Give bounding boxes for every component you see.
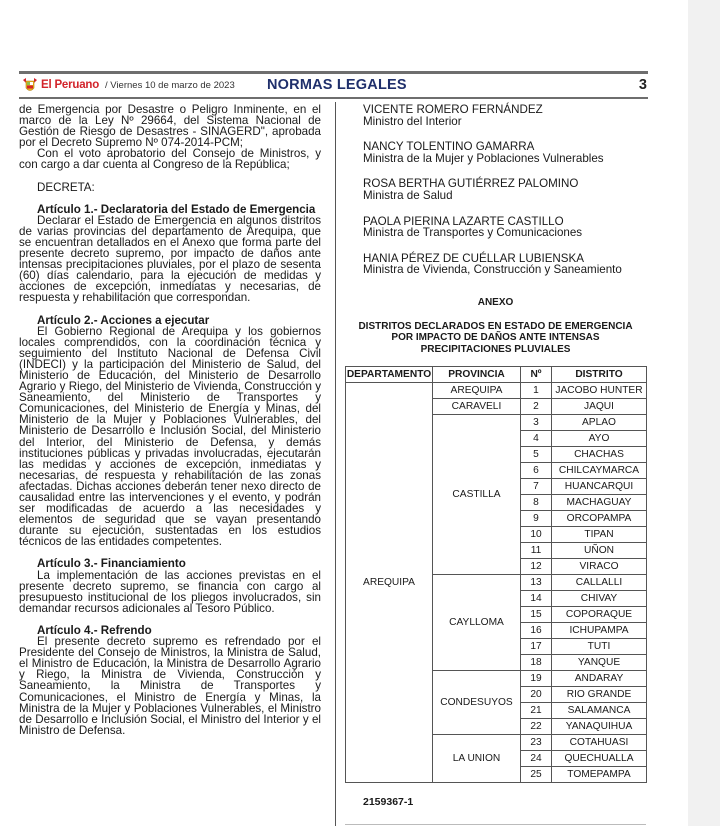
provincia-cell: CASTILLA	[433, 415, 521, 575]
signature	[363, 178, 653, 201]
distrito-cell: ORCOPAMPA	[552, 511, 647, 527]
distrito-cell: ANDARAY	[552, 671, 647, 687]
distrito-cell: APLAO	[552, 415, 647, 431]
numero-cell: 7	[521, 479, 552, 495]
distrito-cell: SALAMANCA	[552, 703, 647, 719]
distrito-cell: COTAHUASI	[552, 735, 647, 751]
article-1-body: Declarar el Estado de Emergencia en algunos distritos de varias provincias del departamento de Arequipa, que se encuentran detallados en el Anexo que forma parte del presente decreto supremo, por impacto de daños ante intensas precipitaciones pluviales, por el plazo de sesenta (60) días calendario, para la ejecución de medidas y acciones de excepción, inmediatas y necesarias, de respuesta y rehabilitación que correspondan.	[19, 213, 321, 305]
numero-cell: 14	[521, 591, 552, 607]
numero-cell: 10	[521, 527, 552, 543]
distrito-cell: TUTI	[552, 639, 647, 655]
page-number: 3	[638, 77, 647, 93]
paragraph: de Emergencia por Desastre o Peligro Inminente, en el marco de la Ley Nº 29664, del Sistema Nacional de Gestión de Riesgo de Desastres - SINAGERD", aprobada por el Decreto Supremo Nº 074-2014-PCM;	[19, 103, 321, 150]
article-4-body: El presente decreto supremo es refrendado por el Presidente del Consejo de Ministros, la Ministra de Salud, el Ministro de Educación, la Ministra de Desarrollo Agrario y Riego, la Ministra de Vivienda, Construcción y Saneamiento, la Ministra de Transportes y Comunicaciones, el Ministro de Energía y Minas, la Ministra de la Mujer y Poblaciones Vulnerables, el Ministro de Desarrollo e Inclusión Social, el Ministro del Interior y el Ministro de Defensa.	[19, 635, 321, 737]
numero-cell: 3	[521, 415, 552, 431]
numero-cell: 4	[521, 431, 552, 447]
distrito-cell: RIO GRANDE	[552, 687, 647, 703]
numero-cell: 1	[521, 383, 552, 399]
numero-cell: 22	[521, 719, 552, 735]
signature	[363, 216, 653, 239]
column-header-departamento: DEPARTAMENTO	[346, 367, 433, 383]
annex-title-line: PRECIPITACIONES PLUVIALES	[420, 343, 571, 355]
distrito-cell: CHILCAYMARCA	[552, 463, 647, 479]
numero-cell: 20	[521, 687, 552, 703]
signatory-role: Ministra de Vivienda, Construcción y Saneamiento	[363, 263, 622, 277]
numero-cell: 19	[521, 671, 552, 687]
numero-cell: 17	[521, 639, 552, 655]
departamento-cell: AREQUIPA	[346, 383, 433, 783]
signatory-name: VICENTE ROMERO FERNÁNDEZ	[363, 103, 543, 116]
page-header	[19, 76, 648, 96]
distrito-cell: CALLALLI	[552, 575, 647, 591]
signatory-role: Ministra de Transportes y Comunicaciones	[363, 226, 583, 240]
table-row	[346, 383, 647, 399]
distrito-cell: HUANCARQUI	[552, 479, 647, 495]
distrito-cell: CHIVAY	[552, 591, 647, 607]
signatory-name: ROSA BERTHA GUTIÉRREZ PALOMINO	[363, 177, 579, 191]
signature	[363, 141, 653, 164]
numero-cell: 16	[521, 623, 552, 639]
closing-rule	[345, 824, 646, 825]
header-top-rule	[19, 71, 648, 74]
publication-code: 2159367-1	[363, 796, 414, 808]
distrito-cell: JACOBO HUNTER	[552, 383, 647, 399]
column-divider	[335, 102, 336, 826]
numero-cell: 25	[521, 767, 552, 783]
provincia-cell: CONDESUYOS	[433, 671, 521, 735]
numero-cell: 12	[521, 559, 552, 575]
numero-cell: 6	[521, 463, 552, 479]
numero-cell: 2	[521, 399, 552, 415]
distrito-cell: TIPAN	[552, 527, 647, 543]
column-header-distrito: DISTRITO	[552, 367, 647, 383]
numero-cell: 13	[521, 575, 552, 591]
numero-cell: 21	[521, 703, 552, 719]
signatory-role: Ministra de la Mujer y Poblaciones Vulnerables	[363, 151, 604, 165]
decreta-heading: DECRETA:	[37, 180, 95, 194]
header-bottom-rule	[19, 97, 648, 99]
numero-cell: 11	[521, 543, 552, 559]
side-panel	[688, 0, 720, 826]
signatory-name: PAOLA PIERINA LAZARTE CASTILLO	[363, 214, 564, 228]
signatory-name: HANIA PÉREZ DE CUÉLLAR LUBIENSKA	[363, 251, 584, 265]
article-1-title: Artículo 1.- Declaratoria del Estado de Emergencia	[37, 202, 316, 216]
numero-cell: 15	[521, 607, 552, 623]
numero-cell: 23	[521, 735, 552, 751]
signatory-name: NANCY TOLENTINO GAMARRA	[363, 140, 535, 154]
article-2-title: Artículo 2.- Acciones a ejecutar	[37, 313, 210, 327]
left-column	[19, 104, 321, 736]
article-3-body: La implementación de las acciones previstas en el presente decreto supremo, se financia con cargo al presupuesto institucional de los pliegos involucrados, sin demandar recursos adicionales al Tesoro Público.	[19, 568, 321, 615]
article-4-title: Artículo 4.- Refrendo	[37, 623, 152, 637]
signatures-block	[363, 104, 653, 290]
distrito-cell: UÑON	[552, 543, 647, 559]
column-header-numero: Nº	[521, 367, 552, 383]
annex-table	[345, 366, 647, 783]
signatory-role: Ministra de Salud	[363, 188, 453, 202]
distrito-cell: AYO	[552, 431, 647, 447]
numero-cell: 18	[521, 655, 552, 671]
signature	[363, 104, 653, 127]
numero-cell: 9	[521, 511, 552, 527]
column-header-provincia: PROVINCIA	[433, 367, 521, 383]
provincia-cell: AREQUIPA	[433, 383, 521, 399]
distrito-cell: VIRACO	[552, 559, 647, 575]
paragraph: Con el voto aprobatorio del Consejo de Ministros, y con cargo a dar cuenta al Congreso de la República;	[19, 147, 321, 172]
annex-title	[345, 321, 646, 355]
annex-title-line: POR IMPACTO DE DAÑOS ANTE INTENSAS	[391, 332, 600, 344]
issue-date: / Viernes 10 de marzo de 2023	[105, 80, 235, 91]
distrito-cell: ICHUPAMPA	[552, 623, 647, 639]
annex-label: ANEXO	[477, 297, 514, 308]
numero-cell: 24	[521, 751, 552, 767]
signature	[363, 253, 653, 276]
distrito-cell: JAQUI	[552, 399, 647, 415]
distrito-cell: YANQUE	[552, 655, 647, 671]
numero-cell: 5	[521, 447, 552, 463]
section-title: NORMAS LEGALES	[267, 77, 407, 93]
provincia-cell: LA UNION	[433, 735, 521, 783]
annex-title-line: DISTRITOS DECLARADOS EN ESTADO DE EMERGENCIA	[358, 321, 633, 332]
distrito-cell: COPORAQUE	[552, 607, 647, 623]
distrito-cell: QUECHUALLA	[552, 751, 647, 767]
newspaper-brand: El Peruano	[41, 79, 100, 91]
distrito-cell: TOMEPAMPA	[552, 767, 647, 783]
article-2-body: El Gobierno Regional de Arequipa y los gobiernos locales comprendidos, con la coordinación técnica y seguimiento del Instituto Nacional de Defensa Civil (INDECI) y la participación del Ministerio de Salud, del Ministerio de Educación, del Ministerio de Desarrollo Agrario y Riego, del Ministerio de Vivienda, Construcción y Saneamiento, del Ministerio de Transportes y Comunicaciones, del Ministerio de Energía y Minas, del Ministerio de la Mujer y Poblaciones Vulnerables, del Ministerio de Desarrollo e Inclusión Social, del Ministerio del Interior, del Ministerio de Defensa, y demás instituciones públicas y privadas involucradas, ejecutarán las medidas y acciones de excepción, inmediatas y necesarias, de respuesta y rehabilitación de las zonas afectadas. Dichas acciones deberán tener nexo directo de causalidad entre las intervenciones y el evento, y podrán ser modificadas de acuerdo a las necesidades y elementos de seguridad que se vayan presentando durante su ejecución, sustentadas en los estudios técnicos de las entidades competentes.	[19, 324, 321, 549]
distrito-cell: CHACHAS	[552, 447, 647, 463]
numero-cell: 8	[521, 495, 552, 511]
distrito-cell: YANAQUIHUA	[552, 719, 647, 735]
peru-coat-of-arms-icon	[22, 77, 38, 94]
article-3-title: Artículo 3.- Financiamiento	[37, 557, 186, 571]
table-header-row	[346, 367, 647, 383]
distrito-cell: MACHAGUAY	[552, 495, 647, 511]
provincia-cell: CAYLLOMA	[433, 575, 521, 671]
provincia-cell: CARAVELI	[433, 399, 521, 415]
signatory-role: Ministro del Interior	[363, 114, 462, 128]
